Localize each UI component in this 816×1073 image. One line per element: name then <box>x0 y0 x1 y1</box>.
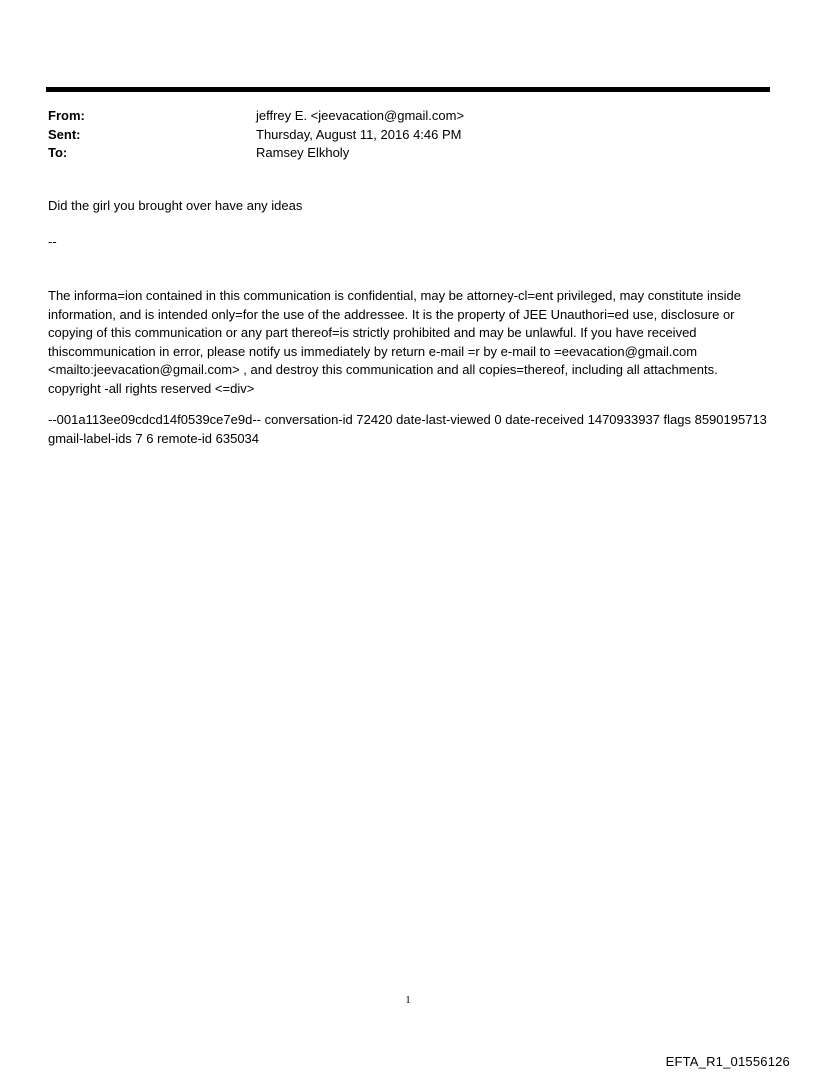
from-row <box>48 107 748 126</box>
to-label: To: <box>48 145 68 160</box>
message-metadata: --001a113ee09cdcd14f0539ce7e9d-- conversation-id 72420 date-last-viewed 0 date-received 1470933937 flags 8590195713 gmail-label-ids 7 6 remote-id 635034 <box>48 412 767 446</box>
signature-separator: -- <box>48 234 57 249</box>
sent-row <box>48 126 748 145</box>
email-header <box>48 107 748 163</box>
confidentiality-disclaimer: The informa=ion contained in this communication is confidential, may be attorney-cl=ent privileged, may constitute inside information, and is intended only=for the use of the addressee. It is the property of JEE Unauthori=ed use, disclosure or copying of this communication or any part thereof=is strictly prohibited and may be unlawful. If you have received thiscommunication in error, please notify us immediately by return e-mail =r by e-mail to =eevacation@gmail.com <mailto:jeevacation@gmail.com> , and destroy this communication and all copies=thereof, including all attachments. copyright -all rights reserved <=div> <box>48 288 741 396</box>
from-value: jeffrey E. <jeevacation@gmail.com> <box>256 108 465 123</box>
sent-value: Thursday, August 11, 2016 4:46 PM <box>256 126 462 142</box>
email-message: Did the girl you brought over have any ideas <box>48 198 303 213</box>
to-value: Ramsey Elkholy <box>256 145 350 160</box>
bates-number: EFTA_R1_01556126 <box>665 1054 790 1069</box>
from-label: From: <box>48 108 85 123</box>
sent-label: Sent: <box>48 126 81 142</box>
to-row <box>48 144 748 163</box>
header-divider <box>46 87 770 92</box>
page-number: 1 <box>405 994 411 1006</box>
